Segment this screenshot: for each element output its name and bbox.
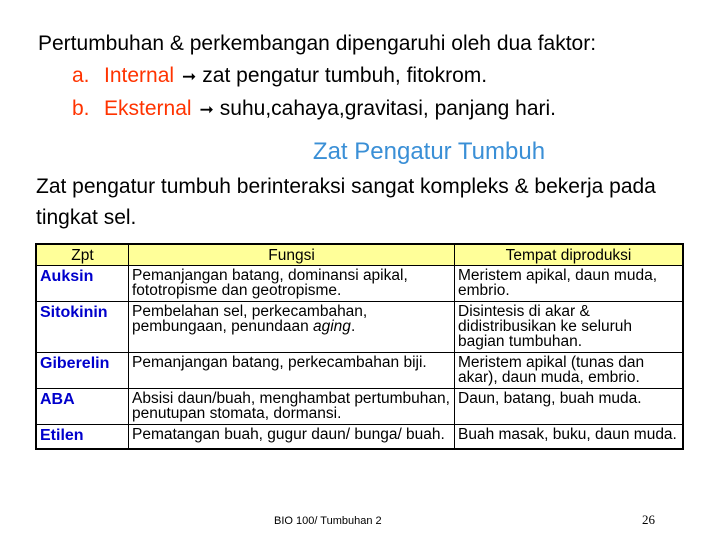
fungsi-text: Pembelahan sel, perkecambahan, pembungaan, penundaan: [132, 303, 368, 335]
zpt-name: Giberelin: [36, 353, 129, 389]
column-header-fungsi: Fungsi: [129, 244, 455, 266]
fungsi-cell: [129, 302, 455, 353]
table-row: [36, 302, 683, 353]
zpt-name: Etilen: [36, 425, 129, 450]
fungsi-cell: Absisi daun/buah, menghambat pertumbuhan, penutupan stomata, dormansi.: [129, 389, 455, 425]
zpt-name: Sitokinin: [36, 302, 129, 353]
slide-footer: BIO 100/ Tumbuhan 2: [274, 515, 382, 527]
fungsi-cell: Pemanjangan batang, perkecambahan biji.: [129, 353, 455, 389]
zpt-table: [35, 243, 684, 450]
factor-key: Internal: [104, 64, 175, 87]
column-header-zpt: Zpt: [36, 244, 129, 266]
fungsi-italic-text: aging: [313, 318, 351, 335]
tempat-cell: Buah masak, buku, daun muda.: [455, 425, 684, 450]
intro-text: Pertumbuhan & perkembangan dipengaruhi oleh dua faktor:: [38, 32, 597, 55]
table-header-row: [36, 244, 683, 266]
table-row: [36, 266, 683, 302]
table-row: [36, 353, 683, 389]
tempat-cell: Meristem apikal, daun muda, embrio.: [455, 266, 684, 302]
fungsi-end-text: .: [350, 318, 356, 335]
arrow-icon: ➞: [182, 67, 197, 86]
factor-marker: a.: [72, 64, 90, 87]
column-header-tempat: Tempat diproduksi: [455, 244, 684, 266]
table-row: [36, 389, 683, 425]
tempat-cell: Disintesis di akar & didistribusikan ke seluruh bagian tumbuhan.: [455, 302, 684, 353]
zpt-name: ABA: [36, 389, 129, 425]
factor-marker: b.: [72, 97, 90, 120]
zpt-name: Auksin: [36, 266, 129, 302]
description-text: Zat pengatur tumbuh berinteraksi sangat kompleks & bekerja pada tingkat sel.: [36, 175, 656, 229]
fungsi-cell: Pemanjangan batang, dominansi apikal, fototropisme dan geotropisme.: [129, 266, 455, 302]
page-number: 26: [642, 512, 655, 527]
factor-text: suhu,cahaya,gravitasi, panjang hari.: [219, 97, 557, 120]
tempat-cell: Meristem apikal (tunas dan akar), daun muda, embrio.: [455, 353, 684, 389]
section-title: Zat Pengatur Tumbuh: [312, 138, 546, 165]
factor-text: zat pengatur tumbuh, fitokrom.: [202, 64, 488, 87]
factor-key: Eksternal: [104, 97, 192, 120]
factor-item-eksternal: [72, 93, 556, 126]
tempat-cell: Daun, batang, buah muda.: [455, 389, 684, 425]
fungsi-cell: Pematangan buah, gugur daun/ bunga/ buah.: [129, 425, 455, 450]
factor-list: [72, 60, 556, 126]
arrow-icon: ➞: [199, 100, 214, 119]
table-row: [36, 425, 683, 450]
factor-item-internal: [72, 60, 556, 93]
